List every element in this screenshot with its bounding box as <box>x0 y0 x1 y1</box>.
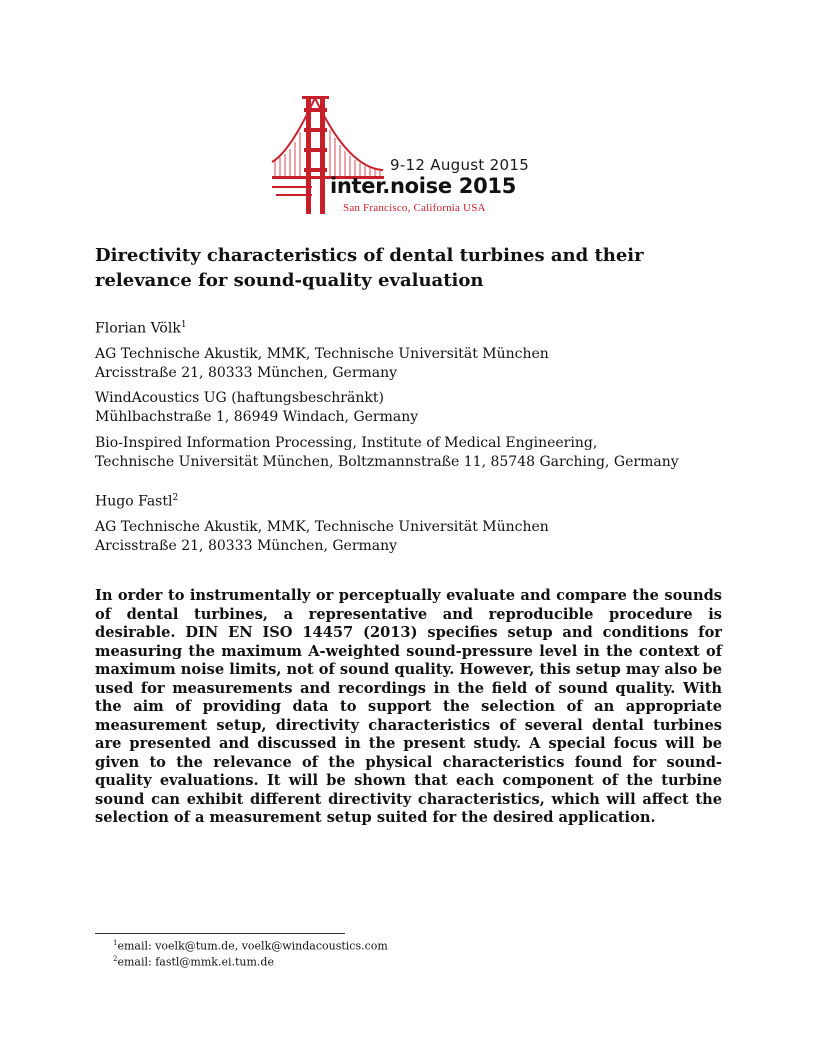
author-name: Hugo Fastl$^2$ <box>95 493 179 510</box>
logo-conference-name: inter.noise 2015 <box>330 174 517 198</box>
logo-location: San Francisco, California USA <box>343 202 486 214</box>
affiliation-line: Technische Universität München, Boltzmannstraße 11, 85748 Garching, Germany <box>95 454 679 470</box>
affiliation-line: AG Technische Akustik, MMK, Technische Universität München <box>95 519 549 535</box>
abstract: In order to instrumentally or perceptually evaluate and compare the sounds of dental turbines, a representative and reproducible procedure is desirable. DIN EN ISO 14457 (2013) specifies setup and conditions for measuring the maximum A-weighted sound-pressure level in the context of maximum noise limits, not of sound quality. However, this setup may also be used for measurements and recordings in the field of sound quality. With the aim of providing data to support the selection of an appropriate measurement setup, directivity characteristics of several dental turbines are presented and discussed in the present study. A special focus will be given to the relevance of the physical characteristics found for sound-quality evaluations. It will be shown that each component of the turbine sound can exhibit different directivity characteristics, which will affect the selection of a measurement setup suited for the desired application. <box>95 587 722 826</box>
paper-title: Directivity characteristics of dental turbines and their relevance for sound-quality evaluation <box>95 245 644 291</box>
logo-date: 9-12 August 2015 <box>390 156 530 174</box>
footnote-divider <box>95 933 345 934</box>
affiliation-line: Arcisstraße 21, 80333 München, Germany <box>95 538 398 554</box>
golden-gate-bridge-icon <box>268 90 528 220</box>
footnote: $^1$email: voelk@tum.de, voelk@windacoustics.com <box>113 939 388 953</box>
conference-logo <box>268 90 528 220</box>
affiliation-line: AG Technische Akustik, MMK, Technische Universität München <box>95 346 549 362</box>
affiliation-line: Bio-Inspired Information Processing, Institute of Medical Engineering, <box>95 435 598 451</box>
footnote: $^2$email: fastl@mmk.ei.tum.de <box>113 955 274 969</box>
author-name: Florian Völk$^1$ <box>95 320 187 337</box>
affiliation-line: Mühlbachstraße 1, 86949 Windach, Germany <box>95 409 419 425</box>
affiliation-line: WindAcoustics UG (haftungsbeschränkt) <box>95 390 384 406</box>
affiliation-line: Arcisstraße 21, 80333 München, Germany <box>95 365 398 381</box>
